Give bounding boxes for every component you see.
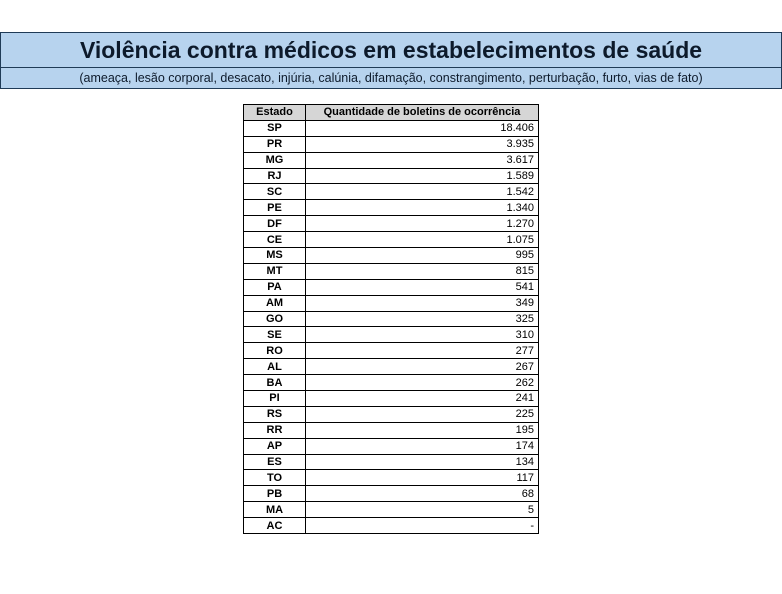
state-cell: DF [244,216,306,232]
table-row [244,311,539,327]
table-row [244,152,539,168]
count-cell: 68 [306,486,539,502]
count-cell: 225 [306,406,539,422]
count-cell: 541 [306,279,539,295]
count-cell: 267 [306,359,539,375]
count-cell: 195 [306,422,539,438]
table-row [244,486,539,502]
table-row [244,248,539,264]
state-cell: MA [244,502,306,518]
data-table [243,104,539,534]
state-cell: PR [244,136,306,152]
count-cell: 310 [306,327,539,343]
state-cell: AP [244,438,306,454]
count-cell: 262 [306,375,539,391]
table-row [244,470,539,486]
count-cell: - [306,518,539,534]
count-cell: 349 [306,295,539,311]
state-cell: RO [244,343,306,359]
state-cell: SP [244,120,306,136]
table-row [244,359,539,375]
state-cell: MS [244,248,306,264]
table-row [244,422,539,438]
count-cell: 1.270 [306,216,539,232]
column-header-quantidade: Quantidade de boletins de ocorrência [306,105,539,121]
state-cell: AL [244,359,306,375]
table-row [244,184,539,200]
count-cell: 1.340 [306,200,539,216]
table-row [244,216,539,232]
state-cell: RJ [244,168,306,184]
table-body [244,120,539,533]
table-row [244,279,539,295]
table-row [244,168,539,184]
table-row [244,295,539,311]
count-cell: 995 [306,248,539,264]
count-cell: 3.935 [306,136,539,152]
state-cell: PI [244,391,306,407]
state-cell: BA [244,375,306,391]
count-cell: 134 [306,454,539,470]
table-row [244,343,539,359]
state-cell: GO [244,311,306,327]
table-row [244,120,539,136]
count-cell: 174 [306,438,539,454]
page-subtitle: (ameaça, lesão corporal, desacato, injúria, calúnia, difamação, constrangimento, perturbação, furto, vias de fato) [1,68,781,88]
count-cell: 117 [306,470,539,486]
table-row [244,391,539,407]
state-cell: SE [244,327,306,343]
state-cell: AC [244,518,306,534]
state-cell: PB [244,486,306,502]
table-row [244,454,539,470]
count-cell: 5 [306,502,539,518]
count-cell: 1.542 [306,184,539,200]
state-cell: PE [244,200,306,216]
column-header-estado: Estado [244,105,306,121]
table-row [244,406,539,422]
count-cell: 325 [306,311,539,327]
state-cell: PA [244,279,306,295]
count-cell: 1.075 [306,232,539,248]
state-cell: TO [244,470,306,486]
table-header-row [244,105,539,121]
state-cell: RR [244,422,306,438]
count-cell: 1.589 [306,168,539,184]
state-cell: ES [244,454,306,470]
table-row [244,375,539,391]
count-cell: 18.406 [306,120,539,136]
state-cell: AM [244,295,306,311]
count-cell: 815 [306,263,539,279]
table-row [244,438,539,454]
table-row [244,136,539,152]
header-banner [0,32,782,89]
count-cell: 3.617 [306,152,539,168]
table-row [244,518,539,534]
table-row [244,327,539,343]
table-row [244,232,539,248]
state-cell: SC [244,184,306,200]
page-title: Violência contra médicos em estabelecimentos de saúde [1,33,781,68]
table-row [244,502,539,518]
state-cell: MT [244,263,306,279]
count-cell: 241 [306,391,539,407]
state-cell: CE [244,232,306,248]
count-cell: 277 [306,343,539,359]
state-cell: MG [244,152,306,168]
state-cell: RS [244,406,306,422]
table-row [244,200,539,216]
table-row [244,263,539,279]
